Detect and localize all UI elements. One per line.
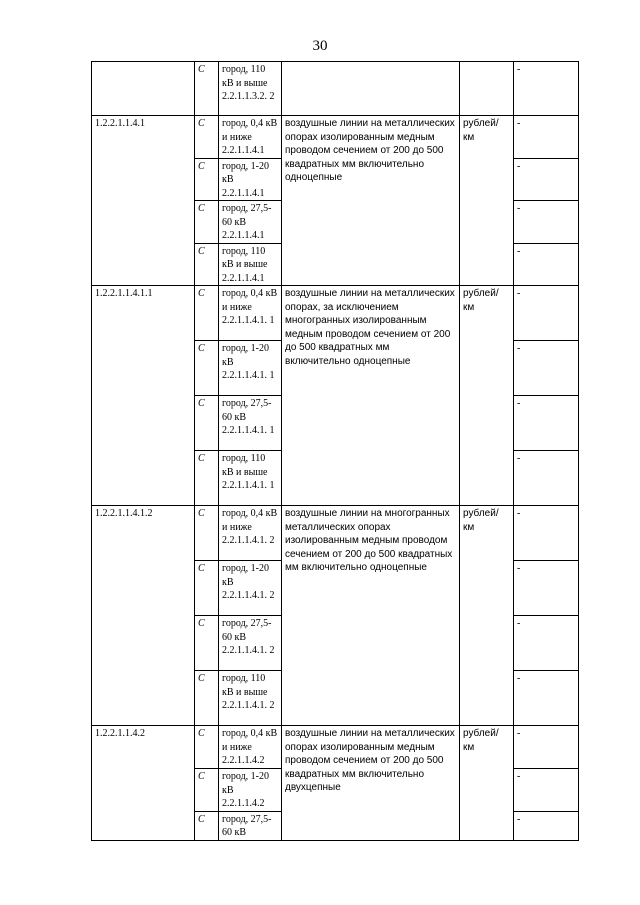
value-cell: - (514, 561, 579, 616)
region-cell: город, 1-20 кВ 2.2.1.1.4.1 (219, 158, 282, 201)
region-cell: город, 27,5-60 кВ 2.2.1.1.4.1 (219, 201, 282, 244)
table-row (92, 116, 579, 159)
letter-cell: С (195, 396, 219, 451)
description-cell (282, 62, 460, 116)
code-cell: 1.2.2.1.1.4.1.2 (92, 506, 195, 726)
letter-cell: С (195, 561, 219, 616)
value-cell: - (514, 396, 579, 451)
letter-cell: С (195, 616, 219, 671)
unit-cell (460, 62, 514, 116)
letter-cell: С (195, 158, 219, 201)
value-cell: - (514, 201, 579, 244)
letter-cell: С (195, 811, 219, 840)
region-cell: город, 27,5-60 кВ 2.2.1.1.4.1. 2 (219, 616, 282, 671)
table-row (92, 506, 579, 561)
value-cell: - (514, 671, 579, 726)
letter-cell: С (195, 506, 219, 561)
unit-cell: рублей/ км (460, 506, 514, 726)
unit-cell: рублей/ км (460, 116, 514, 286)
code-cell (92, 62, 195, 116)
letter-cell: С (195, 769, 219, 812)
value-cell: - (514, 116, 579, 159)
region-cell: город, 110 кВ и выше 2.2.1.1.3.2. 2 (219, 62, 282, 116)
value-cell: - (514, 158, 579, 201)
table-row (92, 726, 579, 769)
table-row (92, 62, 579, 116)
region-cell: город, 27,5-60 кВ (219, 811, 282, 840)
letter-cell: С (195, 201, 219, 244)
description-cell: воздушные линии на металлических опорах изолированным медным проводом сечением от 200 до 500 квадратных мм включительно одноцепные (282, 116, 460, 286)
letter-cell: С (195, 286, 219, 341)
region-cell: город, 0,4 кВ и ниже 2.2.1.1.4.1. 2 (219, 506, 282, 561)
region-cell: город, 27,5-60 кВ 2.2.1.1.4.1. 1 (219, 396, 282, 451)
region-cell: город, 110 кВ и выше 2.2.1.1.4.1 (219, 243, 282, 286)
region-cell: город, 110 кВ и выше 2.2.1.1.4.1. 1 (219, 451, 282, 506)
value-cell: - (514, 62, 579, 116)
letter-cell: С (195, 116, 219, 159)
description-cell: воздушные линии на металлических опорах изолированным медным проводом сечением от 200 до 500 квадратных мм включительно двухцепные (282, 726, 460, 841)
rates-table (91, 61, 579, 841)
code-cell: 1.2.2.1.1.4.2 (92, 726, 195, 841)
code-cell: 1.2.2.1.1.4.1 (92, 116, 195, 286)
value-cell: - (514, 506, 579, 561)
region-cell: город, 0,4 кВ и ниже 2.2.1.1.4.2 (219, 726, 282, 769)
value-cell: - (514, 811, 579, 840)
value-cell: - (514, 769, 579, 812)
unit-cell: рублей/ км (460, 726, 514, 841)
value-cell: - (514, 243, 579, 286)
value-cell: - (514, 451, 579, 506)
region-cell: город, 1-20 кВ 2.2.1.1.4.1. 2 (219, 561, 282, 616)
value-cell: - (514, 726, 579, 769)
region-cell: город, 1-20 кВ 2.2.1.1.4.1. 1 (219, 341, 282, 396)
letter-cell: С (195, 451, 219, 506)
region-cell: город, 1-20 кВ 2.2.1.1.4.2 (219, 769, 282, 812)
value-cell: - (514, 616, 579, 671)
page-number: 30 (312, 38, 328, 54)
value-cell: - (514, 286, 579, 341)
letter-cell: С (195, 726, 219, 769)
region-cell: город, 0,4 кВ и ниже 2.2.1.1.4.1 (219, 116, 282, 159)
description-cell: воздушные линии на металлических опорах, за исключением многогранных изолированным медным проводом сечением от 200 до 500 квадратных мм включительно одноцепные (282, 286, 460, 506)
letter-cell: С (195, 341, 219, 396)
letter-cell: С (195, 671, 219, 726)
code-cell: 1.2.2.1.1.4.1.1 (92, 286, 195, 506)
unit-cell: рублей/ км (460, 286, 514, 506)
value-cell: - (514, 341, 579, 396)
region-cell: город, 110 кВ и выше 2.2.1.1.4.1. 2 (219, 671, 282, 726)
region-cell: город, 0,4 кВ и ниже 2.2.1.1.4.1. 1 (219, 286, 282, 341)
table-row (92, 286, 579, 341)
description-cell: воздушные линии на многогранных металлических опорах изолированным медным проводом сечением от 200 до 500 квадратных мм включительно одноцепные (282, 506, 460, 726)
letter-cell: С (195, 243, 219, 286)
letter-cell: С (195, 62, 219, 116)
